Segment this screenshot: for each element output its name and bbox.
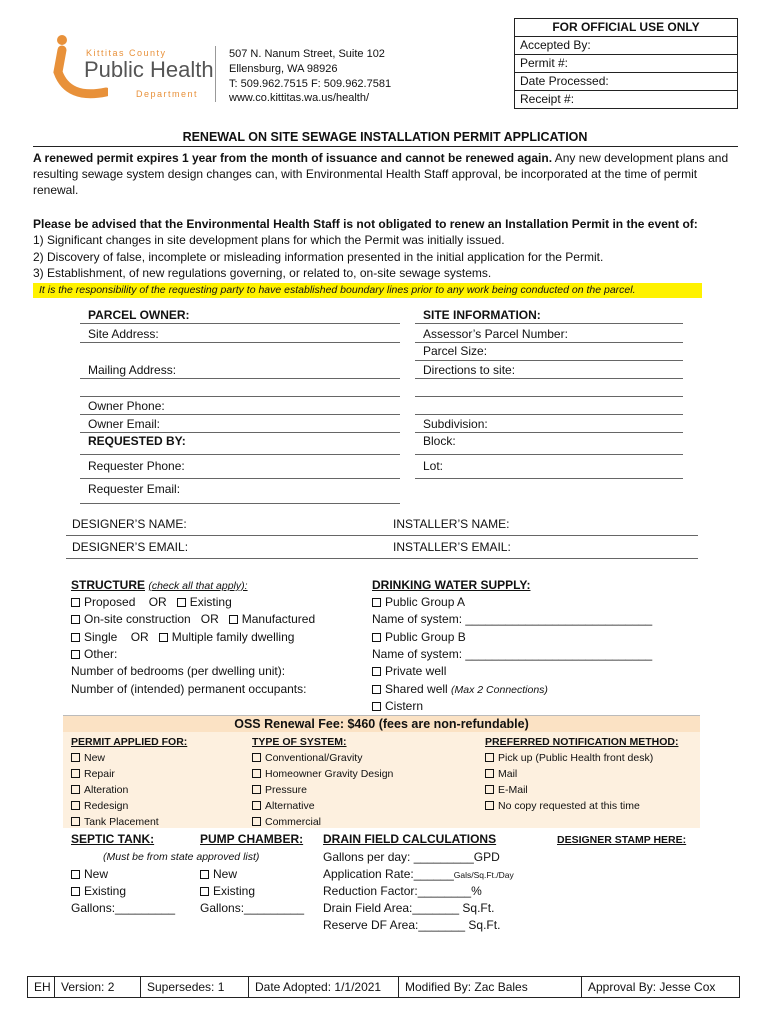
permit-alteration <box>71 783 128 798</box>
system-homeowner-label: Homeowner Gravity Design <box>265 768 394 780</box>
owner-phone-field[interactable]: Owner Phone: <box>88 399 165 413</box>
pump-existing <box>200 884 255 899</box>
notify-email-label: E-Mail <box>498 784 528 796</box>
permit-heading: PERMIT APPLIED FOR: <box>71 736 188 748</box>
shared-well-checkbox[interactable] <box>372 685 381 694</box>
designer-stamp-label: DESIGNER STAMP HERE: <box>557 834 687 846</box>
notify-nocopy <box>485 799 640 814</box>
rule <box>80 396 400 397</box>
system-pressure <box>252 783 307 798</box>
pump-new-checkbox[interactable] <box>200 870 209 879</box>
permit-alteration-checkbox[interactable] <box>71 785 80 794</box>
system-alternative-label: Alternative <box>265 800 315 812</box>
assessor-parcel-field[interactable]: Assessor’s Parcel Number: <box>423 327 568 341</box>
rule <box>80 503 400 504</box>
rule <box>415 396 683 397</box>
permit-repair-checkbox[interactable] <box>71 769 80 778</box>
pump-new-label: New <box>213 867 238 881</box>
intro-rest: Any new development plans and <box>554 151 729 165</box>
multiple-label: Multiple family dwelling <box>171 630 295 644</box>
designer-name-field[interactable]: DESIGNER’S NAME: <box>72 517 187 531</box>
pump-existing-checkbox[interactable] <box>200 887 209 896</box>
drain-rate-unit: Gals/Sq.Ft./Day <box>453 870 514 880</box>
permit-repair-label: Repair <box>84 768 115 780</box>
notify-mail <box>485 767 517 782</box>
water-cistern <box>372 699 423 714</box>
system-gravity-checkbox[interactable] <box>252 753 261 762</box>
logo-dept: Department <box>136 89 199 99</box>
other-label: Other: <box>84 647 118 661</box>
structure-row-1 <box>71 595 232 610</box>
notify-heading: PREFERRED NOTIFICATION METHOD: <box>485 736 679 748</box>
existing-label: Existing <box>189 595 232 609</box>
single-label: Single <box>84 630 118 644</box>
advise-item-3: 3) Establishment, of new regulations governing, or related to, on-site sewage systems. <box>33 266 492 280</box>
permit-tank-label: Tank Placement <box>84 816 159 828</box>
footer-eh: EH <box>28 977 55 997</box>
mailing-address-field[interactable]: Mailing Address: <box>88 363 177 377</box>
address-line-2: Ellensburg, WA 98926 <box>229 63 338 75</box>
pump-gallons-field[interactable]: Gallons:_________ <box>200 901 305 915</box>
notify-mail-checkbox[interactable] <box>485 769 494 778</box>
private-well-checkbox[interactable] <box>372 667 381 676</box>
permit-new-checkbox[interactable] <box>71 753 80 762</box>
rule <box>415 342 683 343</box>
permit-tank-checkbox[interactable] <box>71 817 80 826</box>
intro-line-2: resulting sewage system design changes can, with Environmental Health Staff approval, be incorporated at the time of permit <box>33 167 698 181</box>
water-shared <box>372 682 548 698</box>
requester-email-field[interactable]: Requester Email: <box>88 482 181 496</box>
logo <box>48 32 214 102</box>
notify-nocopy-checkbox[interactable] <box>485 801 494 810</box>
water-name-b[interactable]: Name of system: ____________________________ <box>372 647 653 661</box>
onsite-checkbox[interactable] <box>71 615 80 624</box>
official-accepted-by[interactable]: Accepted By: <box>515 36 737 54</box>
requester-phone-field[interactable]: Requester Phone: <box>88 459 185 473</box>
septic-note: (Must be from state approved list) <box>103 851 260 863</box>
rule <box>80 478 400 479</box>
directions-field[interactable]: Directions to site: <box>423 363 516 377</box>
system-commercial <box>252 815 321 830</box>
footer-modified-by: Modified By: Zac Bales <box>399 977 582 997</box>
footer-date-adopted: Date Adopted: 1/1/2021 <box>249 977 399 997</box>
rule <box>415 323 683 324</box>
rule <box>415 378 683 379</box>
rule <box>415 360 683 361</box>
subdivision-field[interactable]: Subdivision: <box>423 417 488 431</box>
manufactured-label: Manufactured <box>241 612 316 626</box>
permit-alteration-label: Alteration <box>84 784 129 796</box>
boundary-highlight: It is the responsibility of the requesting party to have established boundary lines prior to any work being conducted on the parcel. <box>33 283 702 298</box>
advise-item-1: 1) Significant changes in site development plans for which the Permit was initially issued. <box>33 233 505 247</box>
installer-email-field[interactable]: INSTALLER’S EMAIL: <box>393 540 511 554</box>
official-date-processed[interactable]: Date Processed: <box>515 72 737 90</box>
permit-repair <box>71 767 115 782</box>
system-pressure-label: Pressure <box>265 784 308 796</box>
single-checkbox[interactable] <box>71 633 80 642</box>
structure-row-3 <box>71 630 294 645</box>
official-use-table <box>514 18 738 109</box>
logo-county: Kittitas County <box>86 48 167 58</box>
rule <box>415 432 683 433</box>
system-alternative <box>252 799 315 814</box>
or-label: OR <box>200 612 219 626</box>
onsite-label: On-site construction <box>84 612 191 626</box>
water-name-a[interactable]: Name of system: ____________________________ <box>372 612 653 626</box>
water-group-b <box>372 630 466 645</box>
shared-well-note: (Max 2 Connections) <box>451 684 548 696</box>
notify-pickup-checkbox[interactable] <box>485 753 494 762</box>
permit-redesign-checkbox[interactable] <box>71 801 80 810</box>
pump-new <box>200 867 237 882</box>
notify-email <box>485 783 528 798</box>
footer-version: Version: 2 <box>55 977 141 997</box>
site-address-field[interactable]: Site Address: <box>88 327 159 341</box>
septic-existing-checkbox[interactable] <box>71 887 80 896</box>
pump-heading: PUMP CHAMBER: <box>200 832 304 846</box>
owner-email-field[interactable]: Owner Email: <box>88 417 161 431</box>
title-rule <box>33 146 738 147</box>
footer-table <box>27 976 740 998</box>
rule <box>80 378 400 379</box>
septic-existing <box>71 884 126 899</box>
intro-bold: A renewed permit expires 1 year from the month of issuance and cannot be renewed again. <box>33 151 553 165</box>
permit-redesign-label: Redesign <box>84 800 129 812</box>
official-receipt-number[interactable]: Receipt #: <box>515 90 737 108</box>
address-web: www.co.kittitas.wa.us/health/ <box>229 92 370 104</box>
notify-nocopy-label: No copy requested at this time <box>498 800 640 812</box>
designer-email-field[interactable]: DESIGNER’S EMAIL: <box>72 540 189 554</box>
installer-name-field[interactable]: INSTALLER’S NAME: <box>393 517 510 531</box>
footer-approval-by: Approval By: Jesse Cox <box>588 980 716 994</box>
drain-area-field[interactable]: Drain Field Area:_______ Sq.Ft. <box>323 901 495 915</box>
structure-row-4 <box>71 647 117 662</box>
system-homeowner <box>252 767 393 782</box>
system-homeowner-checkbox[interactable] <box>252 769 261 778</box>
system-gravity-label: Conventional/Gravity <box>265 752 363 764</box>
official-permit-number[interactable]: Permit #: <box>515 54 737 72</box>
septic-new-checkbox[interactable] <box>71 870 80 879</box>
system-commercial-checkbox[interactable] <box>252 817 261 826</box>
structure-row-2 <box>71 612 315 627</box>
intro-line-3: renewal. <box>33 183 79 197</box>
notify-mail-label: Mail <box>498 768 518 780</box>
rule <box>80 323 400 324</box>
address-line-1: 507 N. Nanum Street, Suite 102 <box>229 48 385 60</box>
water-private <box>372 664 446 679</box>
permit-new-label: New <box>84 752 106 764</box>
group-b-checkbox[interactable] <box>372 633 381 642</box>
rule <box>415 414 683 415</box>
multiple-checkbox[interactable] <box>159 633 168 642</box>
manufactured-checkbox[interactable] <box>229 615 238 624</box>
permit-new <box>71 751 105 766</box>
system-commercial-label: Commercial <box>265 816 322 828</box>
group-a-label: Public Group A <box>385 595 466 609</box>
septic-existing-label: Existing <box>84 884 127 898</box>
notify-pickup <box>485 751 653 766</box>
septic-new-label: New <box>84 867 109 881</box>
drain-reduction-field[interactable]: Reduction Factor:________% <box>323 884 482 898</box>
drain-rate-field[interactable] <box>323 867 514 883</box>
structure-note: (check all that apply): <box>148 580 248 592</box>
cistern-checkbox[interactable] <box>372 702 381 711</box>
site-info-heading: SITE INFORMATION: <box>423 308 541 322</box>
shared-well-label: Shared well <box>385 682 448 696</box>
rule <box>80 432 400 433</box>
advise-heading: Please be advised that the Environmental Health Staff is not obligated to renew an Installation Permit in the event of: <box>33 217 698 231</box>
system-alternative-checkbox[interactable] <box>252 801 261 810</box>
proposed-checkbox[interactable] <box>71 598 80 607</box>
parcel-owner-heading: PARCEL OWNER: <box>88 308 190 322</box>
rule <box>415 478 683 479</box>
structure-title: STRUCTURE <box>71 578 145 592</box>
pump-existing-label: Existing <box>213 884 256 898</box>
drain-rate-label: Application Rate:______ <box>323 867 454 881</box>
system-gravity <box>252 751 362 766</box>
system-pressure-checkbox[interactable] <box>252 785 261 794</box>
septic-gallons-field[interactable]: Gallons:_________ <box>71 901 176 915</box>
drain-heading: DRAIN FIELD CALCULATIONS <box>323 832 497 846</box>
other-checkbox[interactable] <box>71 650 80 659</box>
address-phone: T: 509.962.7515 F: 509.962.7581 <box>229 78 392 90</box>
rule <box>80 414 400 415</box>
existing-checkbox[interactable] <box>177 598 186 607</box>
cistern-label: Cistern <box>385 699 424 713</box>
logo-main: Public Health <box>84 57 214 82</box>
water-heading: DRINKING WATER SUPPLY: <box>372 578 531 592</box>
rule <box>66 558 698 559</box>
logo-divider <box>215 46 216 102</box>
block-field[interactable]: Block: <box>423 434 456 448</box>
system-heading: TYPE OF SYSTEM: <box>252 736 347 748</box>
parcel-size-field[interactable]: Parcel Size: <box>423 344 488 358</box>
occupants-field[interactable]: Number of (intended) permanent occupants: <box>71 682 307 696</box>
drain-reserve-field[interactable]: Reserve DF Area:_______ Sq.Ft. <box>323 918 501 932</box>
or-label: OR <box>130 630 149 644</box>
footer-supersedes: Supersedes: 1 <box>141 977 249 997</box>
advise-item-2: 2) Discovery of false, incomplete or misleading information presented in the initial application for the Permit. <box>33 250 604 264</box>
permit-redesign <box>71 799 128 814</box>
septic-new <box>71 867 108 882</box>
permit-tank <box>71 815 159 830</box>
rule <box>66 535 698 536</box>
rule <box>80 342 400 343</box>
bedrooms-field[interactable]: Number of bedrooms (per dwelling unit): <box>71 664 286 678</box>
proposed-label: Proposed <box>84 595 136 609</box>
page-title: RENEWAL ON SITE SEWAGE INSTALLATION PERMIT APPLICATION <box>182 130 588 144</box>
lot-field[interactable]: Lot: <box>423 459 444 473</box>
requested-by-heading: REQUESTED BY: <box>88 434 186 448</box>
notify-email-checkbox[interactable] <box>485 785 494 794</box>
septic-heading: SEPTIC TANK: <box>71 832 155 846</box>
structure-heading <box>71 578 248 594</box>
group-b-label: Public Group B <box>385 630 466 644</box>
water-group-a <box>372 595 465 610</box>
rule <box>80 454 400 455</box>
fee-bar: OSS Renewal Fee: $460 (fees are non-refundable) <box>63 715 700 734</box>
official-use-title: FOR OFFICIAL USE ONLY <box>552 20 700 34</box>
notify-pickup-label: Pick up (Public Health front desk) <box>498 752 654 764</box>
group-a-checkbox[interactable] <box>372 598 381 607</box>
intro-line-1 <box>33 151 728 166</box>
private-well-label: Private well <box>385 664 447 678</box>
drain-gpd-field[interactable]: Gallons per day: _________GPD <box>323 850 500 864</box>
rule <box>415 454 683 455</box>
or-label: OR <box>148 595 167 609</box>
